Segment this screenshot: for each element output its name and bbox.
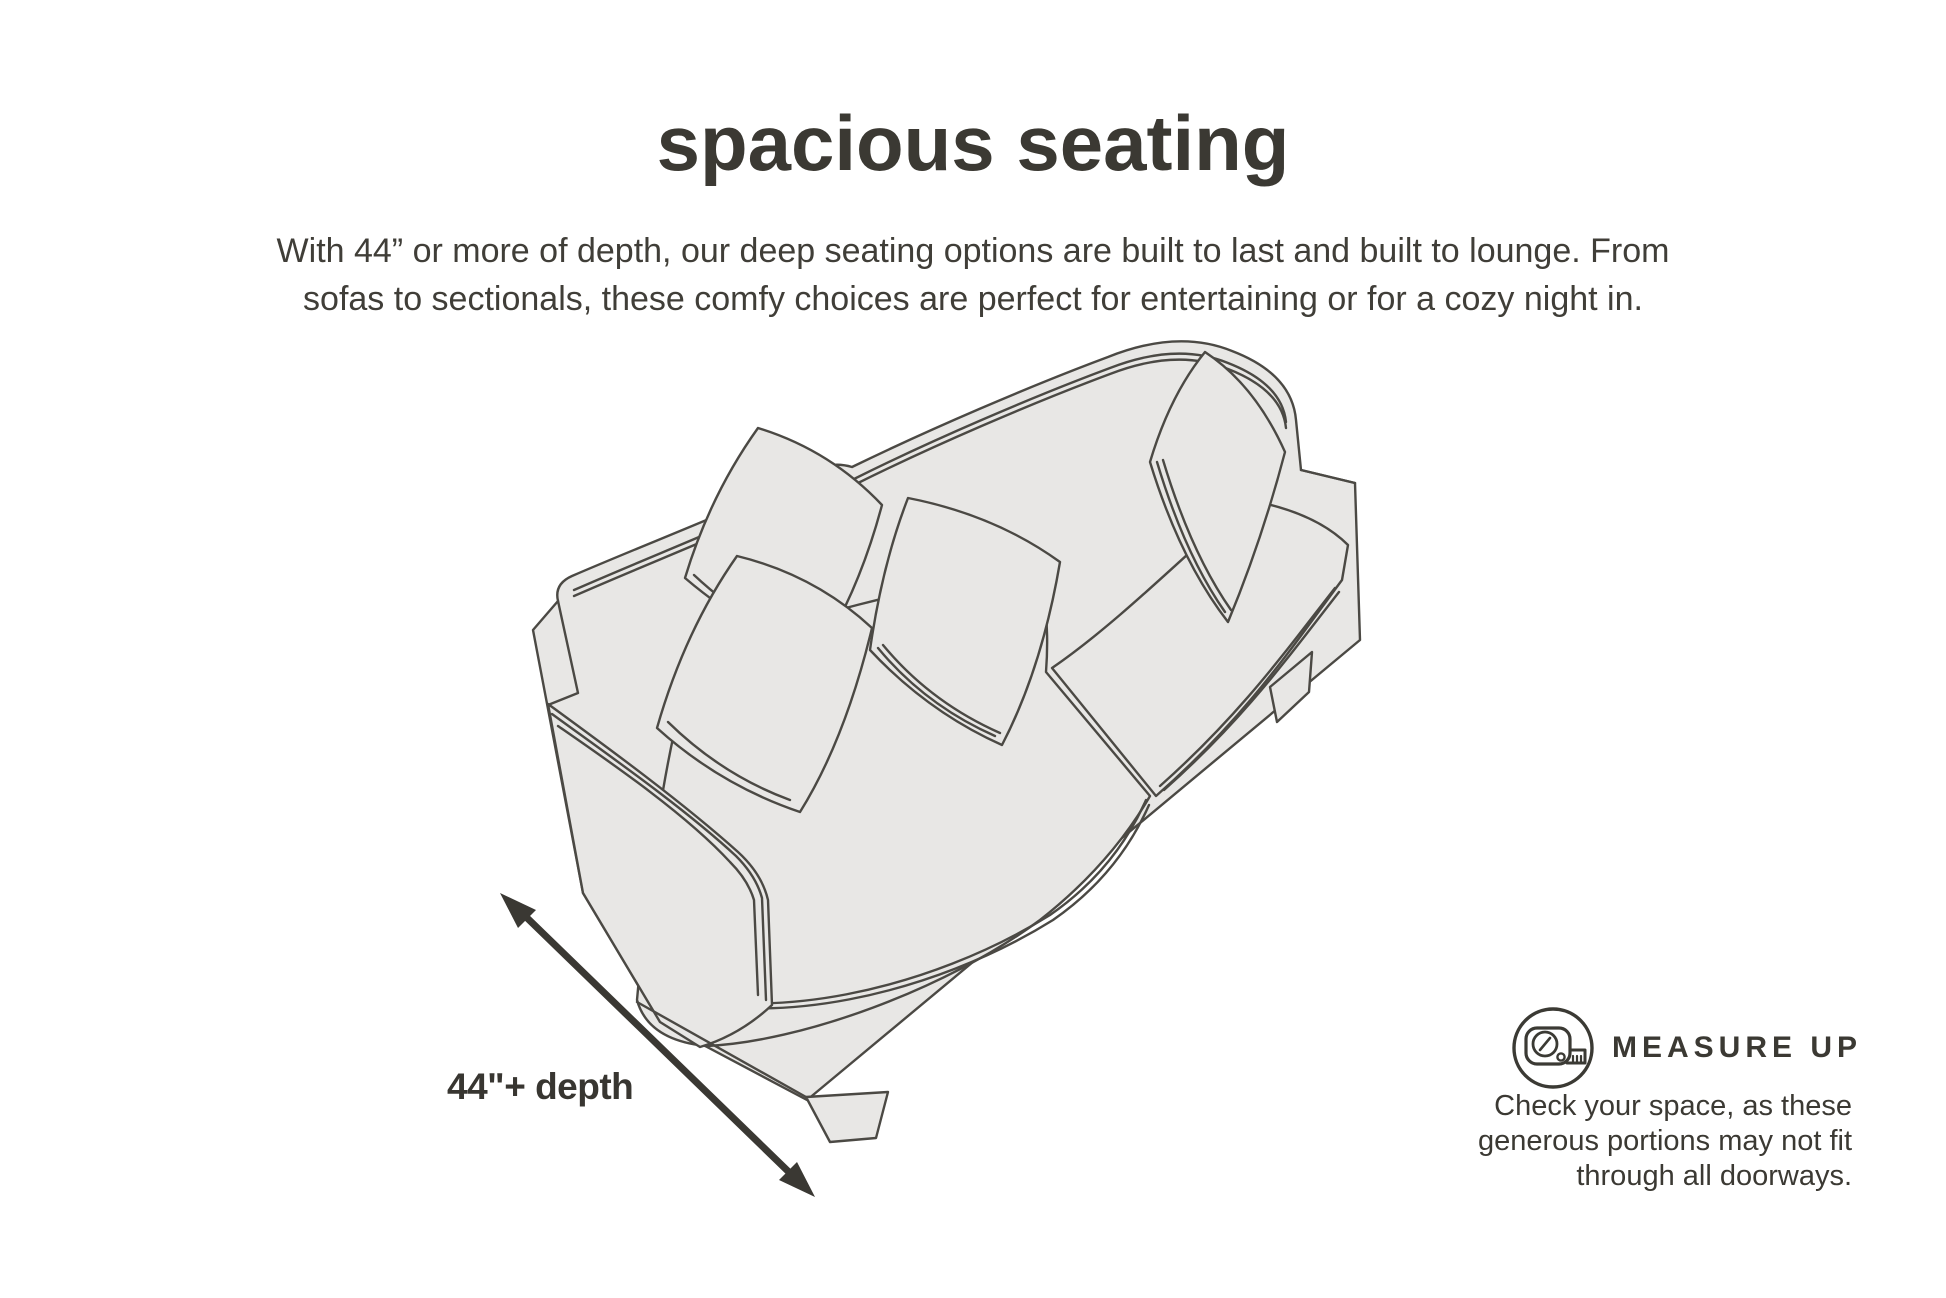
measure-up-heading: MEASURE UP: [1612, 1031, 1863, 1064]
measure-up-note-line-1: Check your space, as these: [1494, 1090, 1852, 1122]
measure-up-note-line-3: through all doorways.: [1576, 1160, 1852, 1192]
intro-line-2: sofas to sectionals, these comfy choices are perfect for entertaining or for a cozy night in.: [303, 280, 1643, 318]
page-title: spacious seating: [656, 99, 1290, 187]
depth-dimension-label: 44"+ depth: [447, 1066, 634, 1107]
tape-measure-icon: [1507, 1002, 1599, 1094]
intro-line-1: With 44” or more of depth, our deep seating options are built to last and built to lounge. From: [276, 232, 1670, 270]
measure-up-note: [1412, 1089, 1852, 1194]
sofa-foot-left: [806, 1092, 888, 1142]
measure-up-note-line-2: generous portions may not fit: [1478, 1125, 1852, 1157]
